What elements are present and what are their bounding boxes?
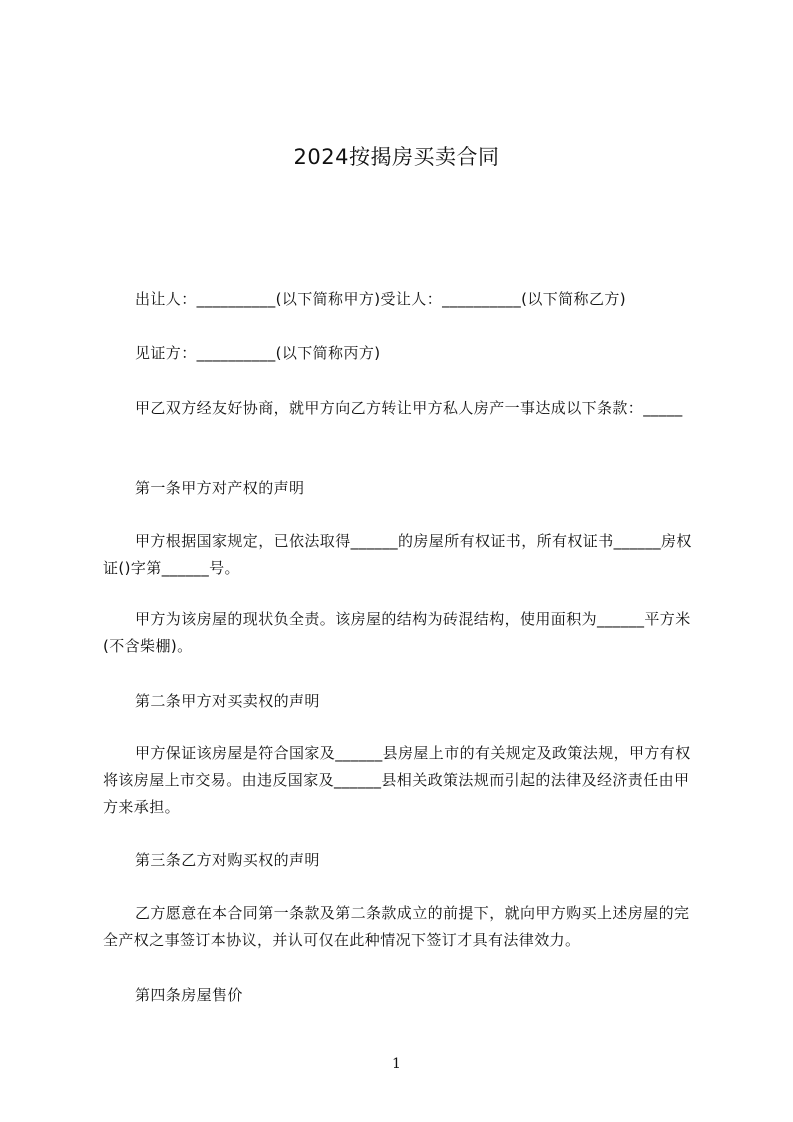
article-1-paragraph-1: 甲方根据国家规定，已依法取得______的房屋所有权证书，所有权证书______房权证()字第______号。	[103, 532, 692, 577]
article-3-paragraph-1: 乙方愿意在本合同第一条款及第二条款成立的前提下，就向甲方购买上述房屋的完全产权之事签订本协议，并认可仅在此种情况下签订才具有法律效力。	[103, 904, 690, 949]
article-3-heading: 第三条乙方对购买权的声明	[135, 851, 320, 869]
article-1-paragraph-2: 甲方为该房屋的现状负全责。该房屋的结构为砖混结构，使用面积为______平方米(不含柴棚)。	[103, 610, 691, 655]
article-2-heading: 第二条甲方对买卖权的声明	[135, 692, 320, 710]
document-title: 2024按揭房买卖合同	[293, 145, 500, 169]
page-number: 1	[392, 1056, 401, 1072]
article-2-paragraph-1: 甲方保证该房屋是符合国家及______县房屋上市的有关规定及政策法规，甲方有权将该房屋上市交易。由违反国家及______县相关政策法规而引起的法律及经济责任由甲方来承担。	[103, 744, 691, 816]
article-1-heading: 第一条甲方对产权的声明	[135, 479, 305, 497]
intro-paragraph: 甲乙双方经友好协商，就甲方向乙方转让甲方私人房产一事达成以下条款：_____	[135, 399, 683, 417]
witness-paragraph: 见证方：__________(以下简称丙方)	[135, 344, 381, 362]
article-4-heading: 第四条房屋售价	[135, 986, 243, 1004]
parties-paragraph: 出让人：__________(以下简称甲方)受让人：__________(以下简称乙方)	[135, 290, 627, 308]
